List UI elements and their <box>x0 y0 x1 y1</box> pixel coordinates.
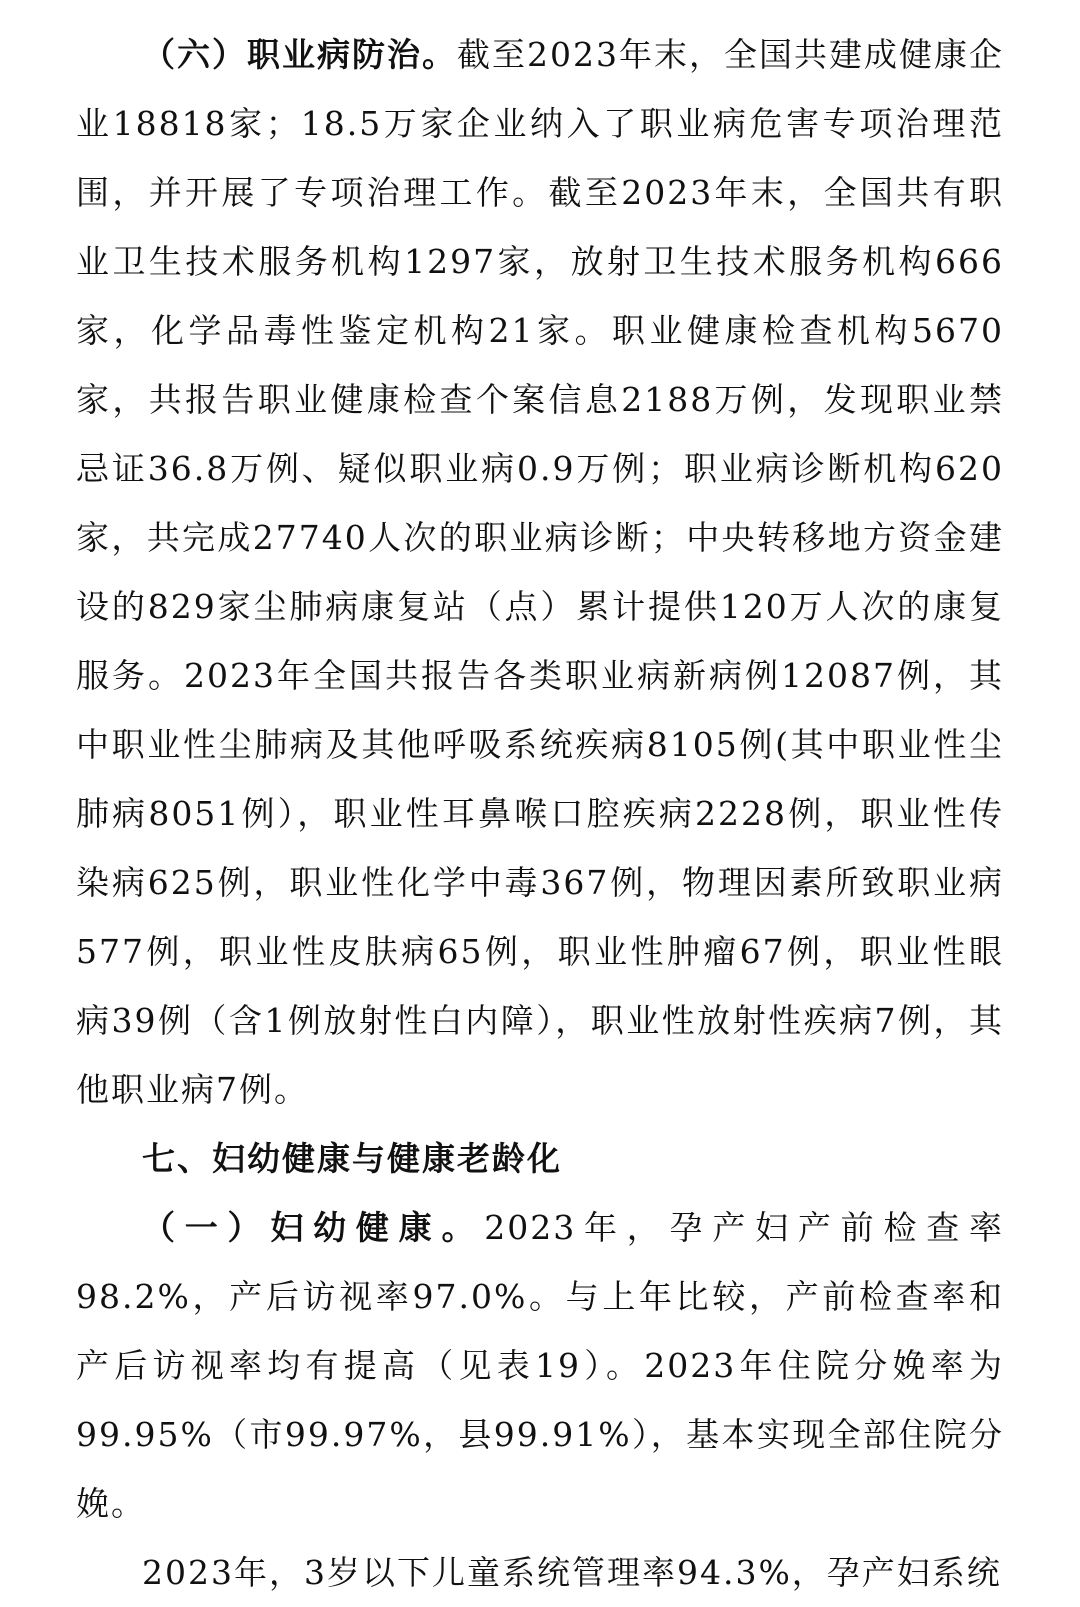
section6-lead: （六）职业病防治。 <box>142 35 458 74</box>
section6-body: 截至2023年末，全国共建成健康企业18818家；18.5万家企业纳入了职业病危害专项治理范围，并开展了专项治理工作。截至2023年末，全国共有职业卫生技术服务机构1297家，放射卫生技术服务机构666家，化学品毒性鉴定机构21家。职业健康检查机构5670家，共报告职业健康检查个案信息2188万例，发现职业禁忌证36.8万例、疑似职业病0.9万例；职业病诊断机构620家，共完成27740人次的职业病诊断；中央转移地方资金建设的829家尘肺病康复站（点）累计提供120万人次的康复服务。2023年全国共报告各类职业病新病例12087例，其中职业性尘肺病及其他呼吸系统疾病8105例(其中职业性尘肺病8051例），职业性耳鼻喉口腔疾病2228例，职业性传染病625例，职业性化学中毒367例，物理因素所致职业病577例，职业性皮肤病65例，职业性肿瘤67例，职业性眼病39例（含1例放射性白内障），职业性放射性疾病7例，其他职业病7例。 <box>76 35 1005 1109</box>
section7-sub1-body: 2023年，孕产妇产前检查率98.2%，产后访视率97.0%。与上年比较，产前检查率和产后访视率均有提高（见表19）。2023年住院分娩率为99.95%（市99.97%，县99.91%），基本实现全部住院分娩。 <box>76 1208 1005 1523</box>
section7-sub1-lead: （一）妇幼健康。 <box>142 1208 485 1247</box>
document-page <box>76 20 1004 1607</box>
section7-paragraph-2: 2023年，3岁以下儿童系统管理率94.3%，孕产妇系统 <box>142 1553 1002 1592</box>
section7-heading: 七、妇幼健康与健康老龄化 <box>142 1139 562 1178</box>
section6-paragraph <box>76 20 1004 1124</box>
section7-sub1-paragraph <box>76 1193 1004 1538</box>
